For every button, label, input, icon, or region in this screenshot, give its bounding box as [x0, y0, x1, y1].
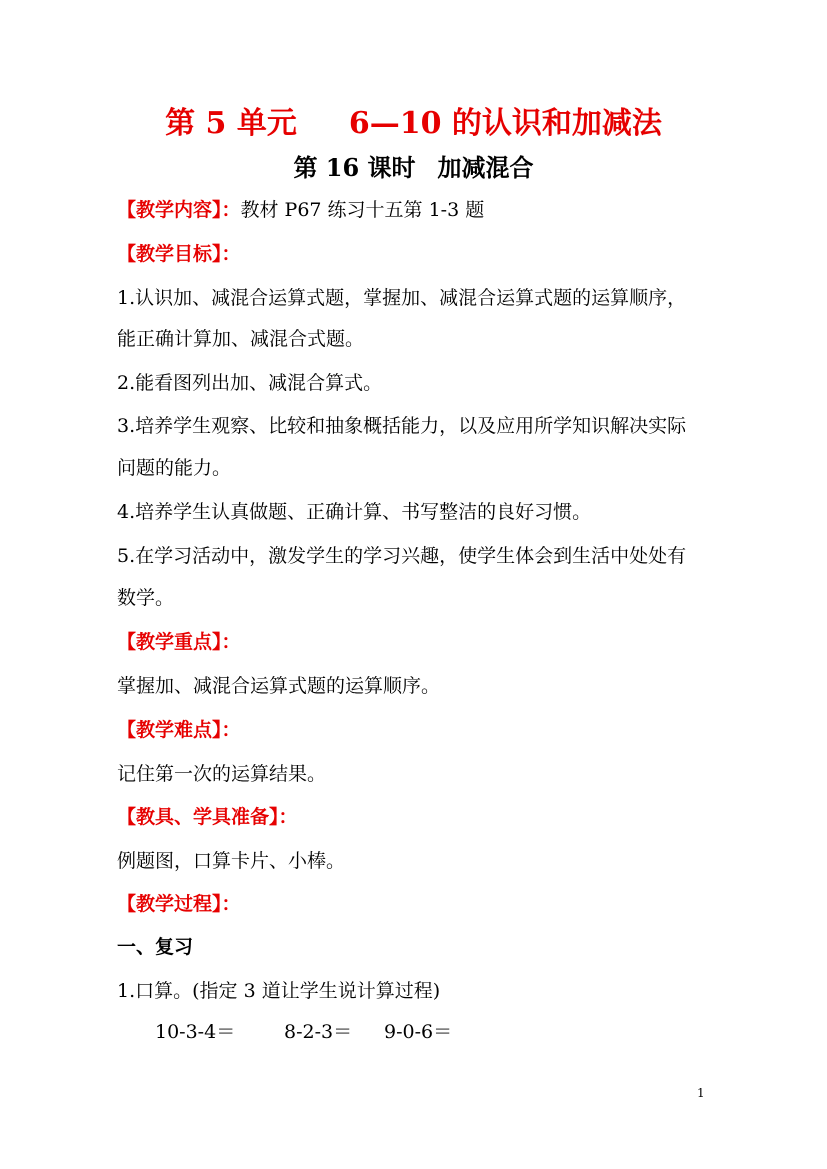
goal-3-line-1: 3.培养学生观察、比较和抽象概括能力，以及应用所学知识解决实际: [117, 415, 687, 437]
key-point-heading: 【教学重点】：: [117, 631, 241, 653]
goal-5-line-2: 数学。: [117, 587, 175, 609]
page-number: 1: [697, 1086, 705, 1100]
lesson-number: 第 16 课时: [293, 153, 416, 182]
goal-2: 2.能看图列出加、减混合算式。: [117, 372, 383, 394]
goal-1-line-1: 1.认识加、减混合运算式题，掌握加、减混合运算式题的运算顺序，: [117, 287, 687, 309]
teaching-content: [117, 198, 484, 222]
tools-text: 例题图，口算卡片、小棒。: [117, 850, 346, 872]
goal-3-line-2: 问题的能力。: [117, 457, 232, 479]
oral-calc-item: 1.口算。(指定 3 道让学生说计算过程): [117, 980, 441, 1002]
teaching-content-text: 教材 P67 练习十五第 1-3 题: [240, 199, 485, 221]
section-review: 一、复习: [117, 936, 194, 958]
lesson-name: 加减混合: [437, 153, 534, 182]
unit-label: 第 5 单元: [165, 106, 297, 141]
teaching-goals-heading: 【教学目标】：: [117, 243, 241, 265]
goal-1-line-2: 能正确计算加、减混合式题。: [117, 328, 365, 350]
goal-5-line-1: 5.在学习活动中，激发学生的学习兴趣，使学生体会到生活中处处有: [117, 545, 687, 567]
goal-4: 4.培养学生认真做题、正确计算、书写整洁的良好习惯。: [117, 501, 592, 523]
unit-topic: 6—10 的认识和加减法: [348, 106, 662, 141]
tools-heading: 【教具、学具准备】：: [117, 806, 298, 828]
exercise-2: 8-2-3＝: [284, 1021, 353, 1043]
exercise-3: 9-0-6＝: [384, 1021, 453, 1043]
lesson-title: [0, 154, 827, 182]
process-heading: 【教学过程】：: [117, 893, 241, 915]
unit-title: [0, 106, 827, 142]
teaching-content-heading: 【教学内容】：: [117, 199, 241, 221]
exercise-1: 10-3-4＝: [155, 1021, 236, 1043]
key-point-text: 掌握加、减混合运算式题的运算顺序。: [117, 675, 441, 697]
difficulty-text: 记住第一次的运算结果。: [117, 763, 327, 785]
difficulty-heading: 【教学难点】：: [117, 719, 241, 741]
